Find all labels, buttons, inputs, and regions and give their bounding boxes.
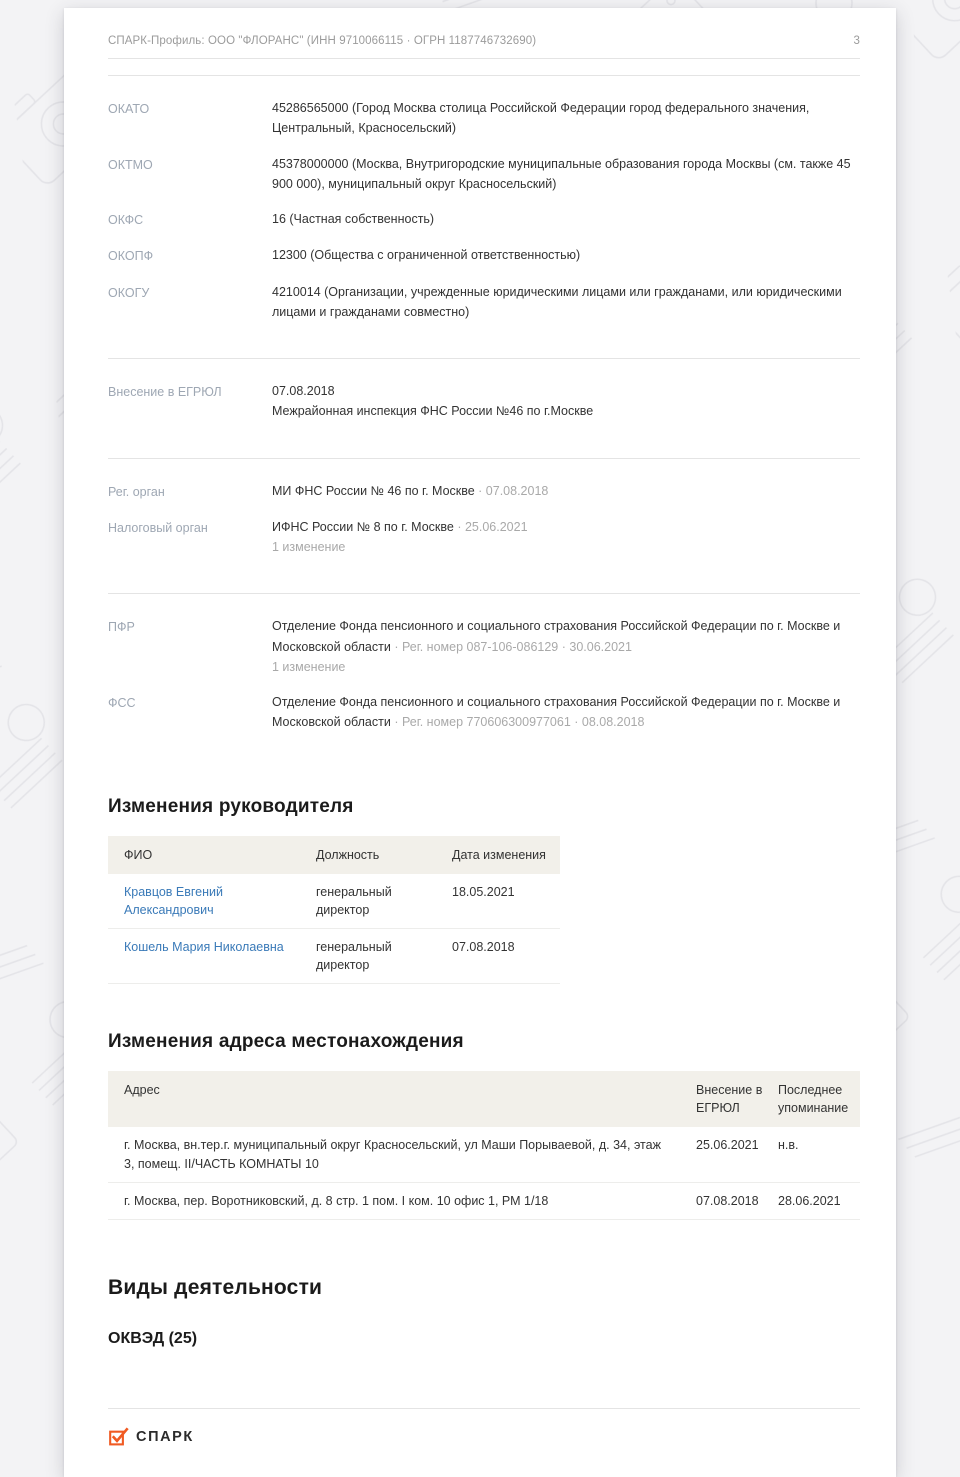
table-row <box>108 929 560 984</box>
column-header-date: Дата изменения <box>452 847 546 862</box>
field-value: 16 (Частная собственность) <box>272 212 435 226</box>
column-header-last-mention: Последнее упоминание <box>778 1083 849 1116</box>
organ-name: МИ ФНС России № 46 по г. Москве <box>272 483 475 498</box>
organ-date: · 07.08.2018 <box>478 483 549 498</box>
position-cell: генеральный директор <box>316 939 392 972</box>
field-value <box>272 381 860 422</box>
field-value <box>272 692 860 733</box>
field-value: 4210014 (Организации, учрежденные юридическими лицами или гражданами, или юридическими лицами и гражданами совместно) <box>272 284 842 319</box>
spark-logo-text: СПАРК <box>136 1429 194 1446</box>
address-changes-heading: Изменения адреса местонахождения <box>108 1031 464 1053</box>
table-row <box>108 1127 860 1182</box>
organ-name: ИФНС России № 8 по г. Москве <box>272 519 454 534</box>
field-label: ОКОГУ <box>108 285 150 300</box>
person-link[interactable]: Кошель Мария Николаевна <box>124 939 284 954</box>
field-row-okfs <box>108 209 860 230</box>
field-label: ПФР <box>108 620 135 635</box>
address-cell: г. Москва, пер. Воротниковский, д. 8 стр. 1 пом. I ком. 10 офис 1, РМ 1/18 <box>124 1193 549 1208</box>
egrul-date-cell: 25.06.2021 <box>696 1138 759 1153</box>
field-row-oktmo <box>108 154 860 195</box>
fund-reg-meta: · Рег. номер 087-106-086129 · 30.06.2021 <box>394 639 632 654</box>
address-changes-table <box>108 1071 860 1220</box>
column-header-address: Адрес <box>124 1083 160 1098</box>
field-label: ОКТМО <box>108 157 153 172</box>
field-label: ОКФС <box>108 213 144 227</box>
field-row-okogu <box>108 282 860 323</box>
field-value <box>272 616 860 677</box>
field-row-egrul <box>108 381 860 422</box>
leadership-changes-heading: Изменения руководителя <box>108 795 354 817</box>
column-header-egrul: Внесение в ЕГРЮЛ <box>696 1083 763 1116</box>
table-row <box>108 1183 860 1220</box>
column-header-position: Должность <box>316 847 380 862</box>
field-row-reg-organ <box>108 481 860 502</box>
last-mention-cell: н.в. <box>778 1138 799 1153</box>
organ-date: · 25.06.2021 <box>457 519 528 534</box>
field-value <box>272 481 860 502</box>
last-mention-cell: 28.06.2021 <box>778 1193 841 1208</box>
field-value: 45286565000 (Город Москва столица Российской Федерации город федерального значения, Центральный, Красносельский) <box>272 101 810 136</box>
document-title: СПАРК-Профиль: ООО "ФЛОРАНС" (ИНН 9710066115 · ОГРН 1187746732690) <box>108 35 537 47</box>
egrul-date: 07.08.2018 <box>272 384 335 398</box>
field-label: Налоговый орган <box>108 520 208 535</box>
organ-note: 1 изменение <box>272 540 346 554</box>
egrul-authority: Межрайонная инспекция ФНС России №46 по г.Москве <box>272 404 594 419</box>
field-row-tax-organ <box>108 517 860 558</box>
leadership-changes-table <box>108 836 560 985</box>
column-header-name: ФИО <box>124 847 153 862</box>
date-cell: 07.08.2018 <box>452 939 515 954</box>
table-header-row <box>108 1071 860 1127</box>
field-value: 12300 (Общества с ограниченной ответственностью) <box>272 248 581 263</box>
field-row-okopf <box>108 245 860 266</box>
field-label: ФСС <box>108 696 136 710</box>
table-row <box>108 874 560 929</box>
page-number: 3 <box>853 35 860 47</box>
date-cell: 18.05.2021 <box>452 884 515 899</box>
field-label: ОКОПФ <box>108 249 154 264</box>
person-link[interactable]: Кравцов Евгений Александрович <box>124 884 223 917</box>
position-cell: генеральный директор <box>316 884 392 917</box>
document-page <box>64 8 896 1477</box>
table-header-row <box>108 836 560 874</box>
okved-subheading: ОКВЭД (25) <box>108 1329 198 1347</box>
egrul-date-cell: 07.08.2018 <box>696 1193 759 1208</box>
funds-section <box>108 594 860 748</box>
activities-heading: Виды деятельности <box>108 1275 323 1299</box>
footer <box>108 1409 860 1447</box>
fund-name: Отделение Фонда пенсионного и социального страхования Российской Федерации по г. Москве и Московской области <box>272 619 841 654</box>
field-label: Внесение в ЕГРЮЛ <box>108 385 222 399</box>
field-row-pfr <box>108 616 860 677</box>
field-value <box>272 517 860 558</box>
field-row-fss <box>108 692 860 733</box>
field-row-okato <box>108 98 860 139</box>
fund-note: 1 изменение <box>272 659 346 674</box>
fund-name: Отделение Фонда пенсионного и социального страхования Российской Федерации по г. Москве и Московской области <box>272 695 841 730</box>
egrul-section <box>108 359 860 438</box>
address-cell: г. Москва, вн.тер.г. муниципальный округ Красносельский, ул Маши Порываевой, д. 34, этаж 3, помещ. II/ЧАСТЬ КОМНАТЫ 10 <box>124 1138 661 1171</box>
field-label: ОКАТО <box>108 102 150 116</box>
document-header <box>108 8 860 59</box>
codes-section <box>108 76 860 338</box>
field-value: 45378000000 (Москва, Внутригородские муниципальные образования города Москвы (см. также 45 900 000), муниципальный округ Красносельский) <box>272 156 851 191</box>
fund-reg-meta: · Рег. номер 770606300977061 · 08.08.2018 <box>394 715 645 730</box>
organs-section <box>108 459 860 574</box>
field-label: Рег. орган <box>108 484 165 499</box>
spark-logo-checkbox-icon <box>108 1426 129 1447</box>
